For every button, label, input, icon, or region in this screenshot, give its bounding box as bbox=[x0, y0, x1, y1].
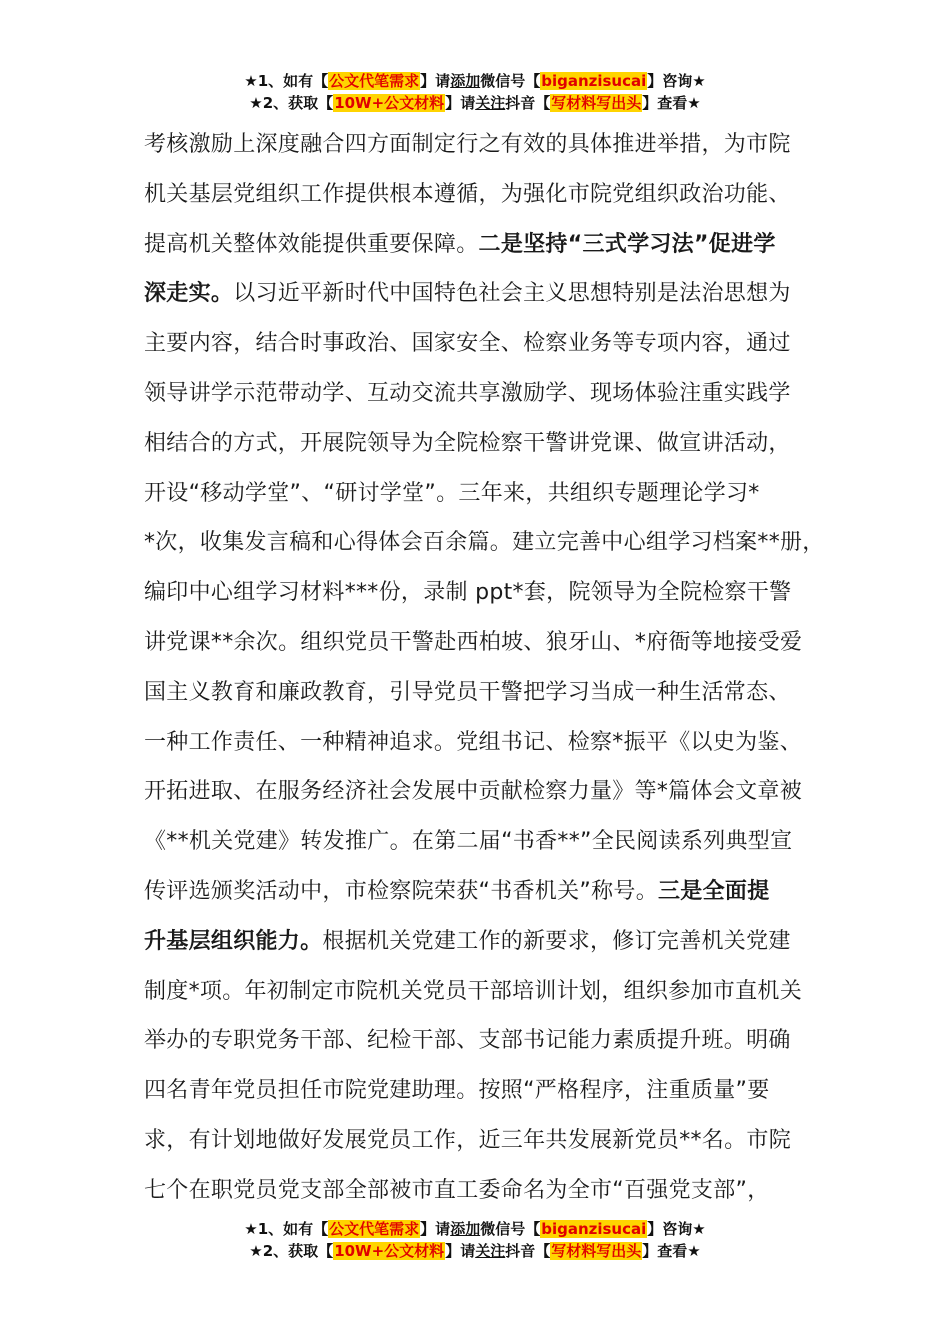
text-segment: 七个在职党员党支部全部被市直工委命名为全市“百强党支部”， bbox=[144, 1177, 770, 1203]
text-line bbox=[144, 1066, 834, 1116]
text-segment: *次，收集发言稿和心得体会百余篇。建立完善中心组学习档案**册， bbox=[144, 530, 825, 556]
banner-text: 】查看★ bbox=[642, 94, 701, 112]
banner-text: ★1、如有【 bbox=[244, 1220, 329, 1238]
text-segment: 《**机关党建》转发推广。在第二届“书香**”全民阅读系列典型宣 bbox=[144, 829, 793, 855]
text-segment: 国主义教育和廉政教育，引导党员干警把学习当成一种生活常态、 bbox=[144, 679, 791, 705]
text-line bbox=[144, 1166, 834, 1216]
bold-text-segment: 升基层组织能力。 bbox=[144, 928, 323, 954]
text-segment: 领导讲学示范带动学、互动交流共享激励学、现场体验注重实践学 bbox=[144, 380, 791, 406]
text-line bbox=[144, 319, 834, 369]
text-line bbox=[144, 170, 834, 220]
text-line bbox=[144, 419, 834, 469]
text-line bbox=[144, 817, 834, 867]
text-line bbox=[144, 867, 834, 917]
banner-highlight: 写材料写出头 bbox=[551, 1242, 642, 1260]
banner-text: ★1、如有【 bbox=[244, 72, 329, 90]
text-segment: 制度*项。年初制定市院机关党员干部培训计划，组织参加市直机关 bbox=[144, 978, 803, 1004]
banner-highlight: 写材料写出头 bbox=[551, 94, 642, 112]
banner-underlined-text: 关注 bbox=[475, 1242, 506, 1260]
text-segment: 开拓进取、在服务经济社会发展中贡献检察力量》等*篇体会文章被 bbox=[144, 779, 803, 805]
text-segment: 提高机关整体效能提供重要保障。 bbox=[144, 231, 479, 257]
banner-highlight: biganzisucai bbox=[541, 72, 647, 90]
banner-underlined-text: 关注 bbox=[475, 94, 506, 112]
text-line bbox=[144, 718, 834, 768]
banner-text: 微信号【 bbox=[480, 72, 541, 90]
banner-text: 】请 bbox=[420, 72, 451, 90]
text-segment: 举办的专职党务干部、纪检干部、支部书记能力素质提升班。明确 bbox=[144, 1028, 791, 1054]
footer-banner bbox=[0, 1218, 950, 1262]
banner-line-2 bbox=[0, 1240, 950, 1262]
text-line bbox=[144, 1016, 834, 1066]
banner-text: 】咨询★ bbox=[647, 1220, 706, 1238]
text-line bbox=[144, 120, 834, 170]
banner-line-2 bbox=[0, 92, 950, 114]
banner-highlight: biganzisucai bbox=[541, 1220, 647, 1238]
banner-highlight: 公文代笔需求 bbox=[329, 72, 420, 90]
text-segment: 求，有计划地做好发展党员工作，近三年共发展新党员**名。市院 bbox=[144, 1127, 792, 1153]
text-line bbox=[144, 518, 834, 568]
banner-text: 】请 bbox=[445, 94, 476, 112]
text-line bbox=[144, 917, 834, 967]
banner-text: ★2、获取【 bbox=[249, 1242, 334, 1260]
text-segment: 以习近平新时代中国特色社会主义思想特别是法治思想为 bbox=[233, 281, 791, 307]
bold-text-segment: 二是坚持“三式学习法”促进学 bbox=[478, 231, 776, 257]
text-line bbox=[144, 767, 834, 817]
banner-text: 】咨询★ bbox=[647, 72, 706, 90]
banner-text: 抖音【 bbox=[505, 1242, 551, 1260]
text-segment: 机关基层党组织工作提供根本遵循，为强化市院党组织政治功能、 bbox=[144, 181, 791, 207]
banner-text: 抖音【 bbox=[505, 94, 551, 112]
text-segment: 编印中心组学习材料***份，录制 ppt*套，院领导为全院检察干警 bbox=[144, 580, 792, 606]
text-segment: 讲党课**余次。组织党员干警赴西柏坡、狼牙山、*府衙等地接受爱 bbox=[144, 629, 803, 655]
text-line bbox=[144, 220, 834, 270]
banner-text: 微信号【 bbox=[480, 1220, 541, 1238]
text-line bbox=[144, 967, 834, 1017]
banner-highlight: 10W+公文材料 bbox=[334, 94, 445, 112]
banner-line-1 bbox=[0, 1218, 950, 1240]
text-line bbox=[144, 1116, 834, 1166]
banner-text: 】请 bbox=[445, 1242, 476, 1260]
text-line bbox=[144, 568, 834, 618]
text-segment: 考核激励上深度融合四方面制定行之有效的具体推进举措，为市院 bbox=[144, 132, 791, 157]
document-body bbox=[144, 120, 834, 1216]
banner-underlined-text: 添加 bbox=[450, 72, 481, 90]
text-segment: 四名青年党员担任市院党建助理。按照“严格程序，注重质量”要 bbox=[144, 1078, 770, 1104]
banner-text: ★2、获取【 bbox=[249, 94, 334, 112]
header-banner bbox=[0, 70, 950, 114]
text-segment: 根据机关党建工作的新要求，修订完善机关党建 bbox=[322, 928, 791, 954]
banner-text: 】请 bbox=[420, 1220, 451, 1238]
text-segment: 相结合的方式，开展院领导为全院检察干警讲党课、做宣讲活动， bbox=[144, 430, 791, 456]
text-line bbox=[144, 269, 834, 319]
text-line bbox=[144, 668, 834, 718]
banner-highlight: 公文代笔需求 bbox=[329, 1220, 420, 1238]
banner-line-1 bbox=[0, 70, 950, 92]
text-line bbox=[144, 369, 834, 419]
banner-underlined-text: 添加 bbox=[450, 1220, 481, 1238]
banner-text: 】查看★ bbox=[642, 1242, 701, 1260]
text-segment: 传评选颁奖活动中，市检察院荣获“书香机关”称号。 bbox=[144, 878, 658, 904]
banner-highlight: 10W+公文材料 bbox=[334, 1242, 445, 1260]
bold-text-segment: 三是全面提 bbox=[658, 878, 770, 904]
text-segment: 一种工作责任、一种精神追求。党组书记、检察*振平《以史为鉴、 bbox=[144, 729, 803, 755]
text-line bbox=[144, 469, 834, 519]
text-line bbox=[144, 618, 834, 668]
text-segment: 主要内容，结合时事政治、国家安全、检察业务等专项内容，通过 bbox=[144, 331, 791, 357]
bold-text-segment: 深走实。 bbox=[144, 281, 234, 307]
text-segment: 开设“移动学堂”、“研讨学堂”。三年来，共组织专题理论学习* bbox=[144, 480, 760, 506]
